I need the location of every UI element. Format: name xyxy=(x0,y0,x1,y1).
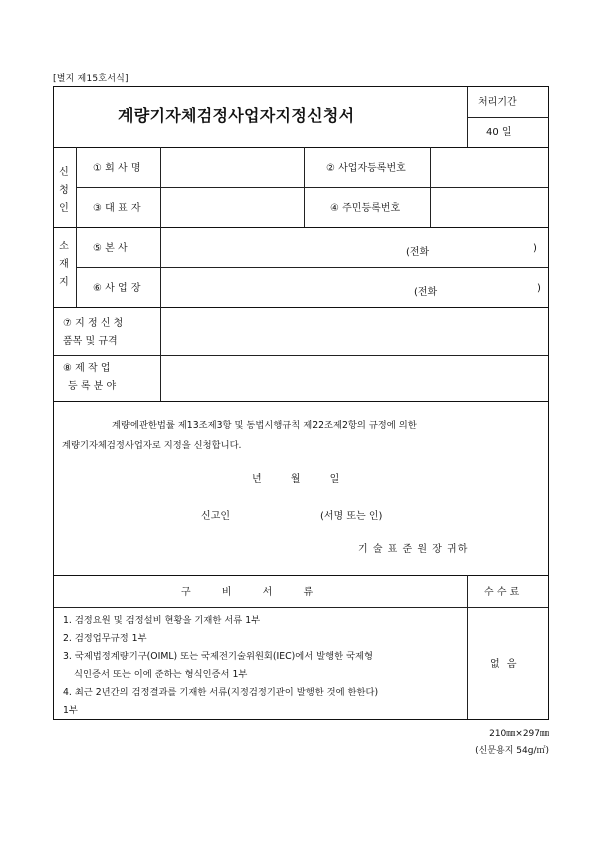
document-item: 2. 검정업무규정 1부 xyxy=(63,633,147,644)
processing-divider xyxy=(467,117,549,118)
paper-size: 210㎜×297㎜ xyxy=(489,729,549,739)
designation-items-label-line1: ⑦ 지 정 신 청 xyxy=(63,318,124,329)
manufacturing-label-line2: 등 록 분 야 xyxy=(68,381,117,392)
applicant-signature-label: 신고인 xyxy=(201,511,230,522)
workplace-phone-close: ) xyxy=(537,283,541,294)
fee-value: 없 음 xyxy=(490,659,517,670)
recipient-line: 기 술 표 준 원 장 귀하 xyxy=(358,544,469,555)
manufacturing-label-line1: ⑧ 제 작 업 xyxy=(63,363,111,374)
processing-period-value: 40 일 xyxy=(486,127,512,138)
location-row-rule xyxy=(76,267,548,268)
resident-registration-label: ④ 주민등록번호 xyxy=(330,203,401,214)
fee-header: 수 수 료 xyxy=(484,587,520,598)
representative-label: ③ 대 표 자 xyxy=(93,203,141,214)
required-documents-list xyxy=(63,612,463,720)
form-number-label: [별지 제15호서식] xyxy=(53,74,129,84)
signature-placeholder: (서명 또는 인) xyxy=(320,511,383,522)
document-item: 식인증서 또는 이에 준하는 형식인증서 1부 xyxy=(74,669,248,680)
fee-column-divider xyxy=(467,575,468,719)
date-line: 년 월 일 xyxy=(252,474,340,485)
head-office-phone-close: ) xyxy=(533,243,537,254)
head-office-phone-open: (전화 xyxy=(406,247,430,258)
location-section-label: 소재지 xyxy=(59,241,69,288)
documents-top-rule xyxy=(54,575,548,576)
declaration-line1: 계량에관한법률 제13조제3항 및 동법시행규칙 제22조제2항의 규정에 의한 xyxy=(112,420,417,431)
workplace-label: ⑥ 사 업 장 xyxy=(93,283,141,294)
company-name-label: ① 회 사 명 xyxy=(93,163,141,174)
designation-items-label-line2: 품목 및 규격 xyxy=(63,336,118,347)
documents-header-rule xyxy=(54,607,548,608)
head-office-label: ⑤ 본 사 xyxy=(93,243,128,254)
section-label-divider xyxy=(76,147,77,307)
workplace-phone-open: (전화 xyxy=(414,287,438,298)
declaration-top-rule xyxy=(54,401,548,402)
title-bottom-rule xyxy=(54,147,548,148)
paper-type: (신문용지 54g/㎡) xyxy=(475,746,549,756)
applicant-section-label: 신청인 xyxy=(59,167,69,214)
document-item: 1. 검정요원 및 검정설비 현황을 기재한 서류 1부 xyxy=(63,615,261,626)
document-item: 1부 xyxy=(63,705,78,716)
document-item: 3. 국제법정계량기구(OIML) 또는 국제전기술위원회(IEC)에서 발행한 국제형 xyxy=(63,651,374,662)
declaration-line2: 계량기자체검정사업자로 지정을 신청합니다. xyxy=(62,440,242,451)
applicant-row-rule xyxy=(76,187,548,188)
business-registration-label: ② 사업자등록번호 xyxy=(326,163,406,174)
items-bottom-rule xyxy=(54,355,548,356)
documents-header: 구 비 서 류 xyxy=(181,587,314,598)
location-bottom-rule xyxy=(54,307,548,308)
document-item: 4. 최근 2년간의 검정결과를 기재한 서류(지정검정기관이 발행한 것에 한한다) xyxy=(63,687,379,698)
form-title: 계량기자체검정사업자지정신청서 xyxy=(118,106,355,125)
applicant-bottom-rule xyxy=(54,227,548,228)
label-column-divider xyxy=(160,147,161,401)
processing-period-label: 처리기간 xyxy=(478,97,517,108)
